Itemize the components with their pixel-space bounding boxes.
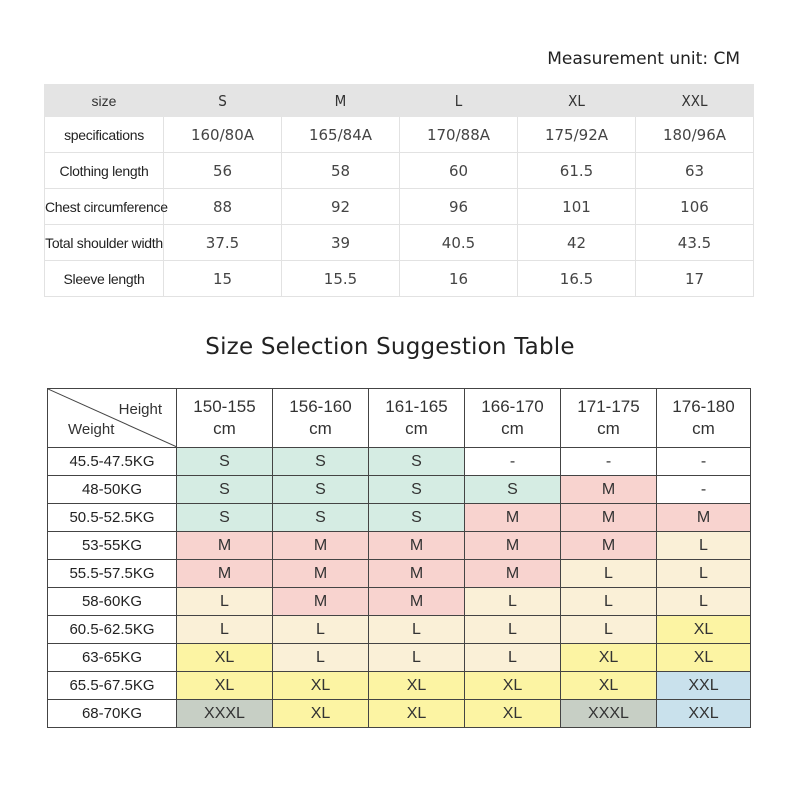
size-header-s: S	[164, 85, 282, 117]
measurement-row	[45, 261, 754, 297]
size-suggestion-cell: L	[657, 588, 751, 616]
size-suggestion-cell: L	[273, 616, 369, 644]
table-cell: 61.5	[518, 153, 636, 189]
height-header-cell	[273, 389, 369, 448]
weight-row	[48, 672, 751, 700]
size-suggestion-cell: L	[369, 616, 465, 644]
table-cell: 60	[400, 153, 518, 189]
table-cell: 88	[164, 189, 282, 225]
measurement-row	[45, 225, 754, 261]
size-suggestion-cell: M	[273, 560, 369, 588]
weight-label: 55.5-57.5KG	[48, 560, 177, 588]
size-suggestion-cell: L	[657, 560, 751, 588]
size-suggestion-cell: XL	[561, 644, 657, 672]
height-range: 161-165	[385, 397, 448, 416]
weight-row	[48, 560, 751, 588]
size-suggestion-cell: M	[465, 560, 561, 588]
size-suggestion-cell: XL	[561, 672, 657, 700]
weight-label: 65.5-67.5KG	[48, 672, 177, 700]
size-suggestion-cell: M	[177, 532, 273, 560]
size-suggestion-cell: XL	[657, 616, 751, 644]
measurement-table	[44, 84, 754, 297]
table-cell: 15	[164, 261, 282, 297]
height-range: 166-170	[481, 397, 544, 416]
size-suggestion-cell: M	[369, 560, 465, 588]
weight-row	[48, 448, 751, 476]
size-suggestion-cell: XL	[273, 672, 369, 700]
size-suggestion-cell: -	[657, 448, 751, 476]
size-suggestion-table	[47, 388, 751, 728]
table-cell: 180/96A	[636, 117, 754, 153]
measurement-row	[45, 117, 754, 153]
size-suggestion-cell: L	[561, 616, 657, 644]
height-unit: cm	[597, 419, 620, 438]
height-range: 171-175	[577, 397, 640, 416]
size-suggestion-cell: XL	[273, 700, 369, 728]
height-header-cell	[657, 389, 751, 448]
row-label: Clothing length	[45, 153, 164, 189]
table-cell: 101	[518, 189, 636, 225]
size-suggestion-cell: S	[273, 504, 369, 532]
size-suggestion-cell: XL	[465, 700, 561, 728]
size-suggestion-cell: M	[177, 560, 273, 588]
table-cell: 106	[636, 189, 754, 225]
size-suggestion-cell: S	[273, 448, 369, 476]
weight-row	[48, 588, 751, 616]
size-suggestion-cell: L	[465, 616, 561, 644]
measurement-row	[45, 189, 754, 225]
size-suggestion-cell: M	[465, 504, 561, 532]
size-suggestion-cell: M	[465, 532, 561, 560]
table-cell: 37.5	[164, 225, 282, 261]
height-unit: cm	[309, 419, 332, 438]
weight-row	[48, 616, 751, 644]
size-header-m: M	[282, 85, 400, 117]
size-suggestion-cell: L	[177, 616, 273, 644]
size-suggestion-cell: M	[561, 504, 657, 532]
table-cell: 92	[282, 189, 400, 225]
size-suggestion-cell: L	[657, 532, 751, 560]
table-cell: 58	[282, 153, 400, 189]
size-suggestion-cell: S	[177, 476, 273, 504]
size-suggestion-cell: L	[561, 560, 657, 588]
height-header-row	[48, 389, 751, 448]
table-cell: 16.5	[518, 261, 636, 297]
weight-label: 58-60KG	[48, 588, 177, 616]
table-cell: 160/80A	[164, 117, 282, 153]
size-suggestion-cell: M	[369, 588, 465, 616]
table-cell: 39	[282, 225, 400, 261]
weight-row	[48, 644, 751, 672]
table-cell: 42	[518, 225, 636, 261]
weight-axis-label: Weight	[68, 421, 115, 438]
size-suggestion-cell: XL	[369, 700, 465, 728]
weight-label: 60.5-62.5KG	[48, 616, 177, 644]
table-cell: 40.5	[400, 225, 518, 261]
table-cell: 63	[636, 153, 754, 189]
size-suggestion-cell: S	[369, 504, 465, 532]
measurement-row	[45, 153, 754, 189]
height-header-cell	[369, 389, 465, 448]
size-suggestion-cell: S	[369, 448, 465, 476]
height-header-cell	[177, 389, 273, 448]
size-suggestion-cell: S	[465, 476, 561, 504]
size-suggestion-cell: XL	[369, 672, 465, 700]
weight-label: 50.5-52.5KG	[48, 504, 177, 532]
height-header-cell	[561, 389, 657, 448]
size-header-xl: XL	[518, 85, 636, 117]
table-cell: 165/84A	[282, 117, 400, 153]
size-suggestion-cell: -	[465, 448, 561, 476]
height-range: 156-160	[289, 397, 352, 416]
size-suggestion-cell: M	[273, 588, 369, 616]
size-suggestion-cell: L	[465, 644, 561, 672]
table-cell: 170/88A	[400, 117, 518, 153]
size-suggestion-cell: XL	[177, 672, 273, 700]
row-label: specifications	[45, 117, 164, 153]
weight-label: 45.5-47.5KG	[48, 448, 177, 476]
size-suggestion-cell: XXXL	[561, 700, 657, 728]
table-cell: 96	[400, 189, 518, 225]
size-header-label: size	[45, 85, 164, 117]
corner-cell	[48, 389, 177, 448]
size-suggestion-cell: -	[561, 448, 657, 476]
height-unit: cm	[405, 419, 428, 438]
size-suggestion-cell: XXXL	[177, 700, 273, 728]
weight-label: 68-70KG	[48, 700, 177, 728]
size-suggestion-cell: -	[657, 476, 751, 504]
height-unit: cm	[501, 419, 524, 438]
row-label: Sleeve length	[45, 261, 164, 297]
height-unit: cm	[213, 419, 236, 438]
weight-label: 53-55KG	[48, 532, 177, 560]
size-suggestion-cell: M	[273, 532, 369, 560]
size-suggestion-cell: L	[561, 588, 657, 616]
size-suggestion-cell: S	[369, 476, 465, 504]
table-cell: 56	[164, 153, 282, 189]
row-label: Chest circumference	[45, 189, 164, 225]
size-suggestion-cell: XL	[177, 644, 273, 672]
height-range: 150-155	[193, 397, 256, 416]
height-range: 176-180	[672, 397, 735, 416]
size-suggestion-cell: XL	[657, 644, 751, 672]
size-suggestion-cell: S	[177, 504, 273, 532]
weight-label: 48-50KG	[48, 476, 177, 504]
size-suggestion-cell: M	[657, 504, 751, 532]
measurement-unit-label: Measurement unit: CM	[547, 49, 740, 69]
size-suggestion-cell: L	[177, 588, 273, 616]
height-unit: cm	[692, 419, 715, 438]
size-suggestion-cell: XXL	[657, 672, 751, 700]
weight-row	[48, 532, 751, 560]
size-suggestion-cell: S	[273, 476, 369, 504]
size-suggestion-cell: L	[273, 644, 369, 672]
size-suggestion-cell: L	[369, 644, 465, 672]
table-cell: 43.5	[636, 225, 754, 261]
size-suggestion-cell: S	[177, 448, 273, 476]
table-cell: 16	[400, 261, 518, 297]
size-suggestion-cell: M	[369, 532, 465, 560]
height-axis-label: Height	[118, 401, 162, 418]
size-suggestion-cell: XL	[465, 672, 561, 700]
size-suggestion-cell: L	[465, 588, 561, 616]
row-label: Total shoulder width	[45, 225, 164, 261]
weight-row	[48, 476, 751, 504]
table-cell: 15.5	[282, 261, 400, 297]
weight-label: 63-65KG	[48, 644, 177, 672]
size-suggestion-cell: M	[561, 532, 657, 560]
table-cell: 17	[636, 261, 754, 297]
weight-row	[48, 504, 751, 532]
weight-row	[48, 700, 751, 728]
size-header-l: L	[400, 85, 518, 117]
table-cell: 175/92A	[518, 117, 636, 153]
size-suggestion-cell: XXL	[657, 700, 751, 728]
size-header-xxl: XXL	[636, 85, 754, 117]
suggestion-table-title: Size Selection Suggestion Table	[205, 334, 575, 360]
height-header-cell	[465, 389, 561, 448]
size-suggestion-cell: M	[561, 476, 657, 504]
measurement-header-row	[45, 85, 754, 117]
